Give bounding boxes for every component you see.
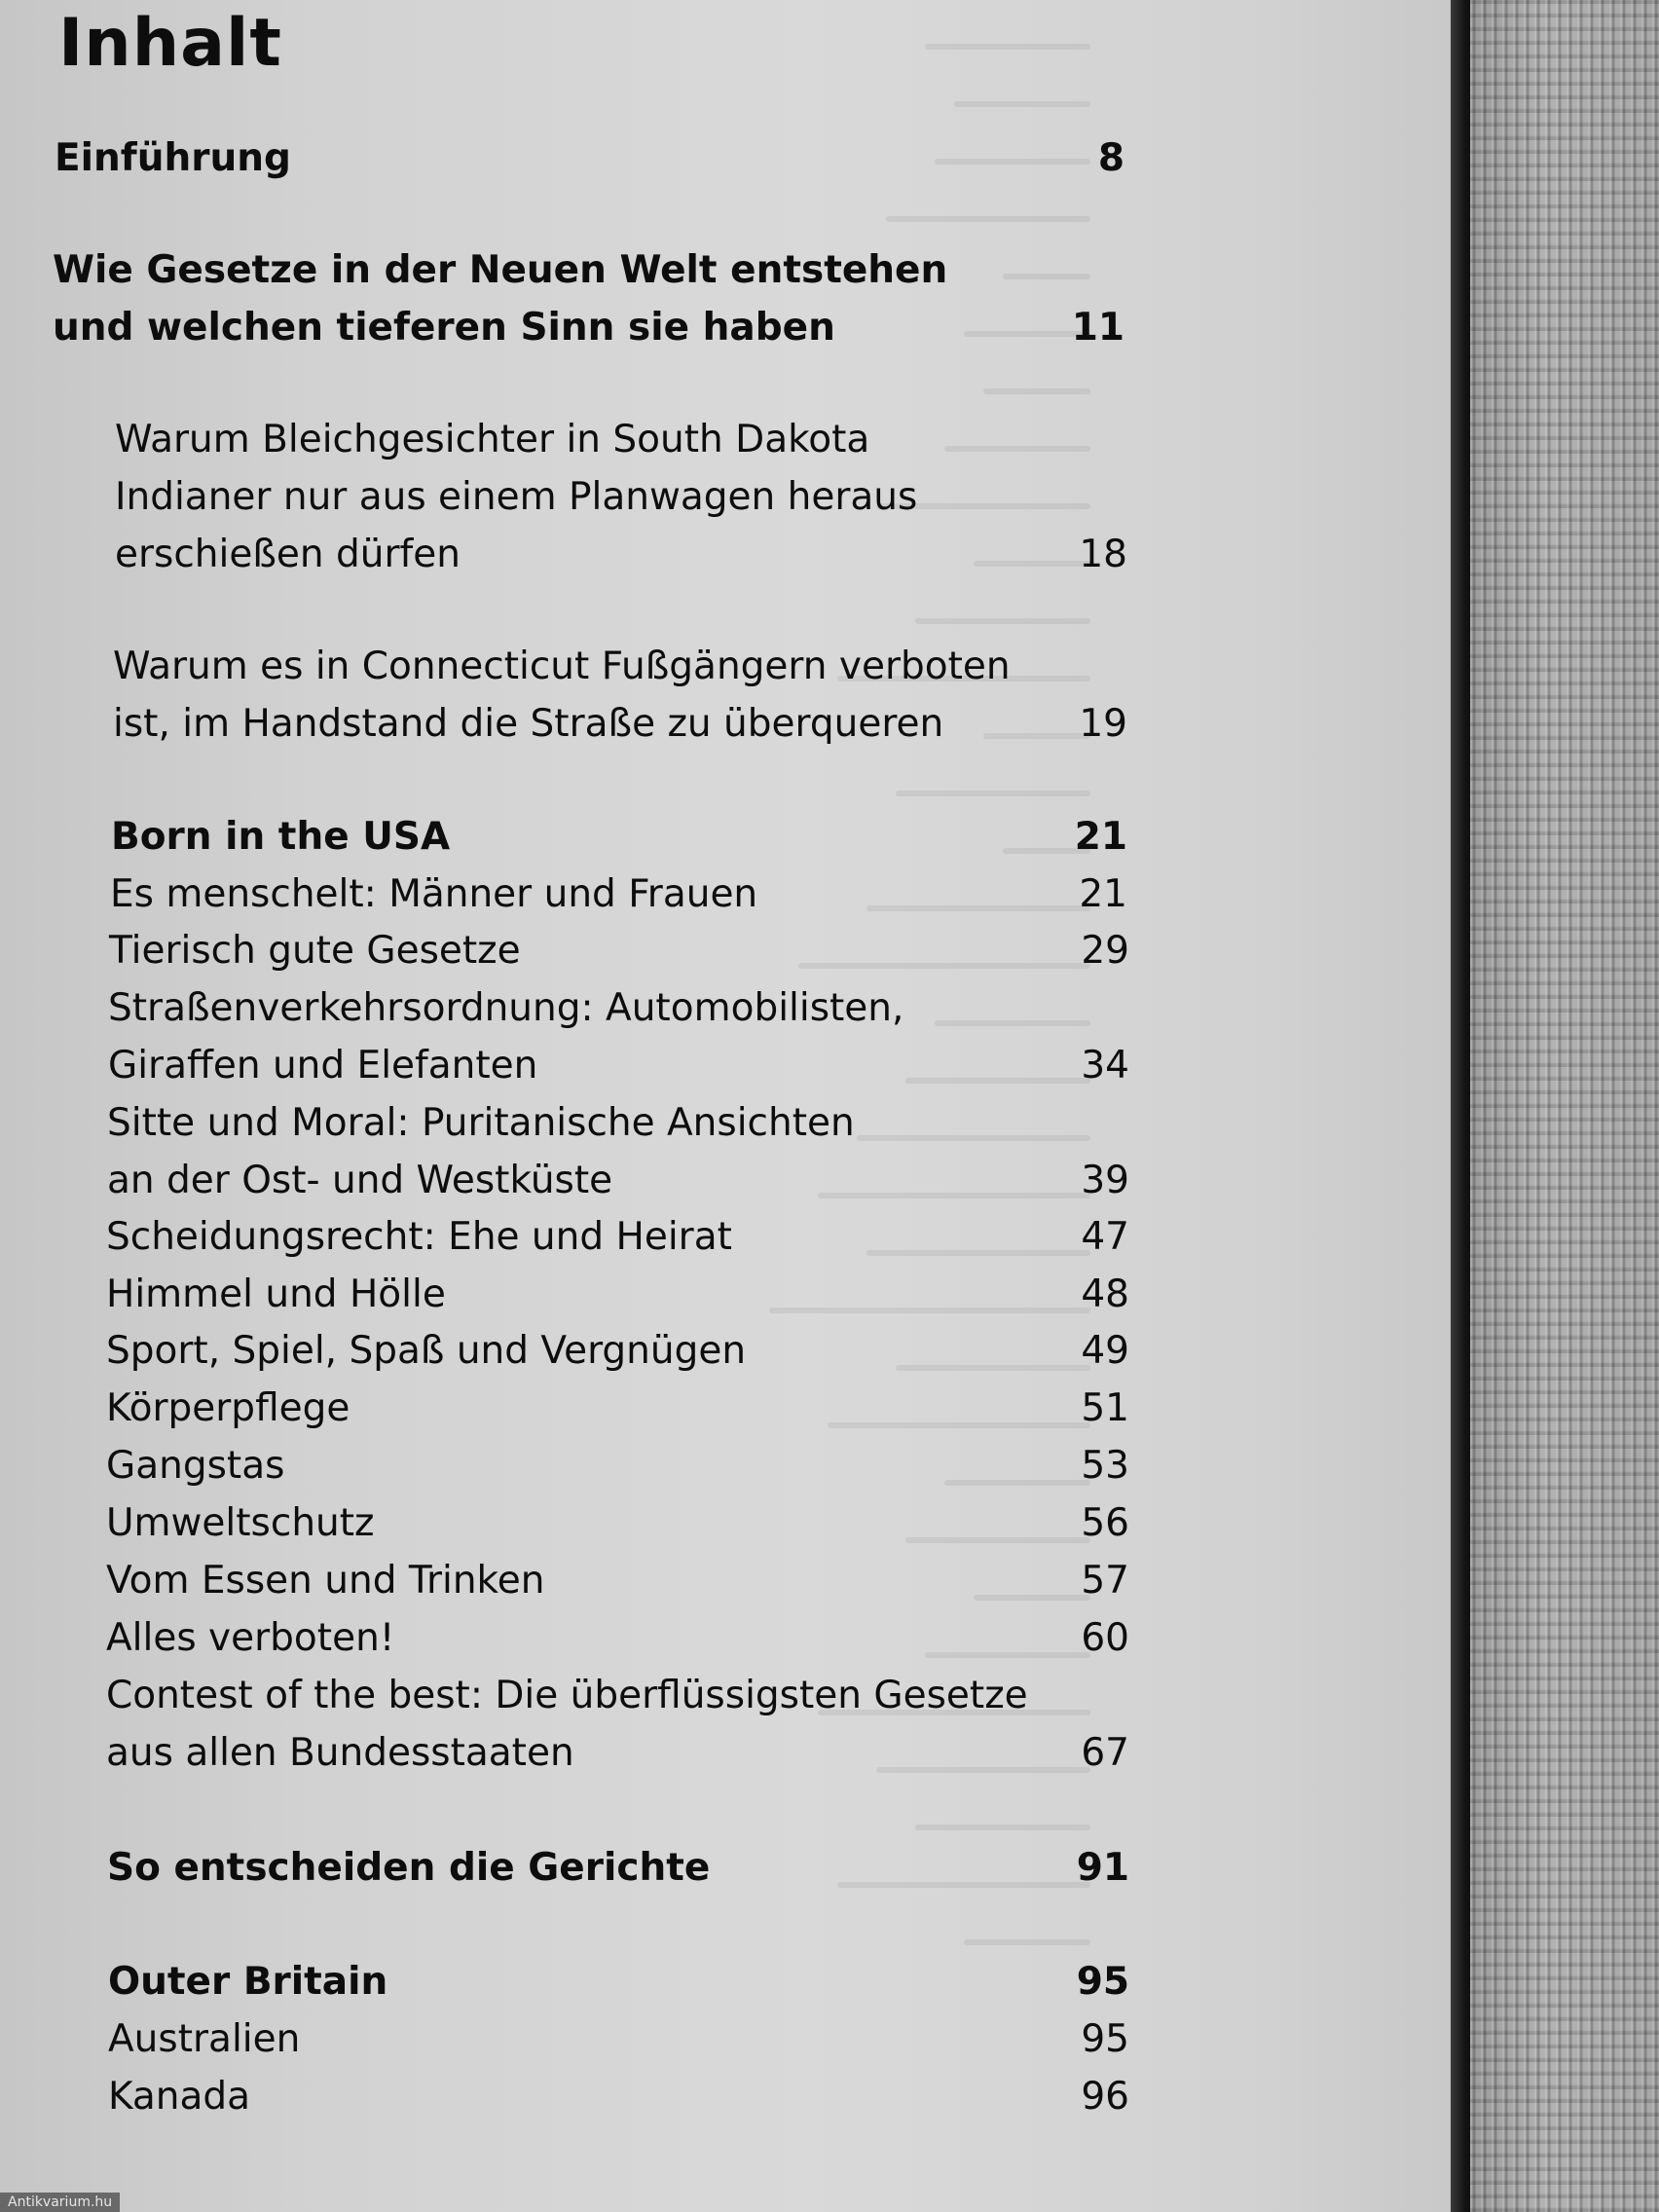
toc-entry-title-line: So entscheiden die Gerichte xyxy=(107,1846,711,1890)
toc-page-number: 96 xyxy=(1081,2075,1129,2119)
toc-page-number: 8 xyxy=(1097,136,1124,180)
toc-entry xyxy=(106,1552,544,1609)
toc-page-number: 91 xyxy=(1076,1846,1129,1890)
toc-entry xyxy=(108,2068,250,2125)
toc-entry xyxy=(111,808,450,866)
toc-entry xyxy=(106,1667,1028,1782)
show-through-line xyxy=(935,1020,1090,1026)
toc-entry-title-line: Einführung xyxy=(55,136,291,180)
toc-page-number: 48 xyxy=(1081,1272,1129,1316)
toc-entry-title-line: Kanada xyxy=(108,2075,251,2119)
show-through-line xyxy=(915,1825,1090,1830)
page-title: Inhalt xyxy=(58,5,282,82)
toc-entry-title-line: Scheidungsrecht: Ehe und Heirat xyxy=(106,1215,732,1259)
toc-page-number: 11 xyxy=(1071,306,1124,350)
toc-page-number: 21 xyxy=(1074,815,1127,859)
toc-entry-title-line: und welchen tieferen Sinn sie haben xyxy=(53,306,835,350)
toc-entry xyxy=(110,866,757,923)
toc-entry xyxy=(108,2010,300,2068)
show-through-line xyxy=(925,44,1090,50)
toc-entry xyxy=(107,1839,710,1897)
toc-entry-title-line: Warum es in Connecticut Fußgängern verboten xyxy=(113,645,1011,688)
toc-entry-title-line: Indianer nur aus einem Planwagen heraus xyxy=(115,475,918,519)
toc-entry-title-line: Umweltschutz xyxy=(106,1501,375,1545)
toc-page-number: 47 xyxy=(1081,1215,1129,1259)
toc-entry-title-line: Sitte und Moral: Puritanische Ansichten xyxy=(107,1101,855,1145)
toc-entry xyxy=(106,1322,746,1380)
toc-page-number: 56 xyxy=(1081,1501,1129,1545)
toc-entry xyxy=(107,1094,855,1209)
toc-entry xyxy=(108,1953,387,2010)
toc-page-number: 49 xyxy=(1081,1329,1129,1373)
toc-entry xyxy=(55,129,291,187)
toc-entry xyxy=(109,922,521,979)
toc-page-number: 19 xyxy=(1079,702,1127,746)
show-through-line xyxy=(954,101,1090,107)
show-through-line xyxy=(944,446,1090,452)
toc-entry-title-line: erschießen dürfen xyxy=(115,533,461,576)
toc-entry-title-line: Körperpflege xyxy=(106,1386,350,1430)
toc-entry xyxy=(106,1380,350,1437)
toc-entry xyxy=(106,1208,732,1266)
toc-entry-title-line: Straßenverkehrsordnung: Automobilisten, xyxy=(108,986,904,1030)
toc-page-number: 18 xyxy=(1079,533,1127,576)
toc-entry-title-line: aus allen Bundesstaaten xyxy=(106,1731,574,1775)
toc-entry-title-line: Es menschelt: Männer und Frauen xyxy=(110,872,758,916)
toc-entry-title-line: Warum Bleichgesichter in South Dakota xyxy=(115,418,870,461)
toc-page-number: 51 xyxy=(1081,1386,1129,1430)
toc-entry-title-line: Contest of the best: Die überflüssigsten Gesetze xyxy=(106,1674,1028,1717)
toc-entry xyxy=(113,638,1011,753)
watermark: Antikvarium.hu xyxy=(0,2193,120,2212)
toc-entry-title-line: Himmel und Hölle xyxy=(106,1272,446,1316)
toc-entry xyxy=(53,241,947,356)
toc-page-number: 57 xyxy=(1081,1559,1129,1603)
toc-entry-title-line: Outer Britain xyxy=(108,1960,388,2004)
toc-entry-title-line: Sport, Spiel, Spaß und Vergnügen xyxy=(106,1329,747,1373)
toc-entry-title-line: ist, im Handstand die Straße zu überqueren xyxy=(113,702,944,746)
toc-page-number: 29 xyxy=(1081,929,1129,973)
toc-entry xyxy=(106,1609,394,1667)
toc-page-number: 95 xyxy=(1081,2017,1129,2061)
show-through-line xyxy=(915,618,1090,624)
toc-entry xyxy=(108,979,903,1094)
show-through-line xyxy=(886,216,1090,222)
toc-entry-title-line: Wie Gesetze in der Neuen Welt entstehen xyxy=(53,248,948,292)
toc-page-number: 34 xyxy=(1081,1044,1129,1088)
toc-entry xyxy=(115,411,917,583)
toc-entry xyxy=(106,1266,446,1323)
toc-entry-title-line: an der Ost- und Westküste xyxy=(107,1159,613,1202)
show-through-line xyxy=(896,791,1090,796)
toc-page-number: 67 xyxy=(1081,1731,1129,1775)
toc-page-number: 39 xyxy=(1081,1159,1129,1202)
toc-entry-title-line: Gangstas xyxy=(106,1444,285,1488)
toc-entry-title-line: Born in the USA xyxy=(111,815,451,859)
toc-entry-title-line: Vom Essen und Trinken xyxy=(106,1559,545,1603)
show-through-line xyxy=(1003,274,1090,279)
wood-background xyxy=(1470,0,1659,2212)
toc-entry xyxy=(106,1494,375,1552)
toc-entry-title-line: Tierisch gute Gesetze xyxy=(109,929,521,973)
toc-entry-title-line: Alles verboten! xyxy=(106,1616,395,1660)
toc-page-number: 95 xyxy=(1076,1960,1129,2004)
toc-page-number: 21 xyxy=(1079,872,1127,916)
toc-page-number: 60 xyxy=(1081,1616,1129,1660)
show-through-line xyxy=(983,388,1090,394)
toc-page-number: 53 xyxy=(1081,1444,1129,1488)
toc-entry-title-line: Australien xyxy=(108,2017,301,2061)
toc-entry-title-line: Giraffen und Elefanten xyxy=(108,1044,538,1088)
toc-entry xyxy=(106,1437,284,1494)
show-through-line xyxy=(964,1939,1090,1945)
show-through-line xyxy=(857,1135,1090,1141)
